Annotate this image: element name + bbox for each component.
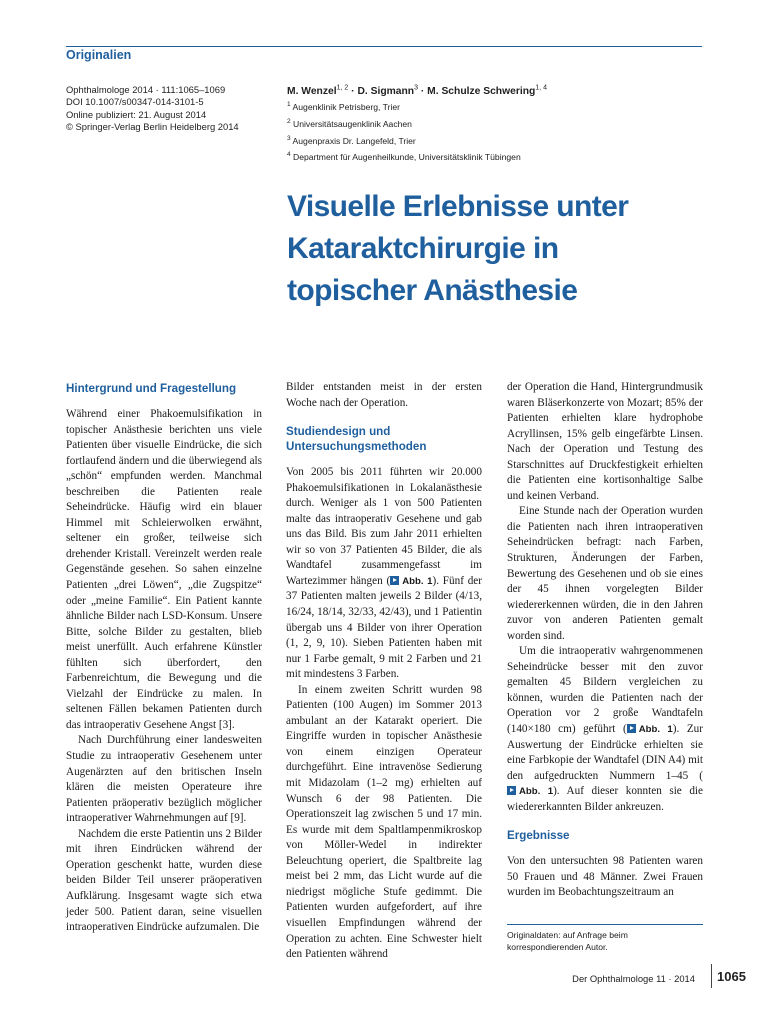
section-heading-background: Hintergrund und Fragestellung <box>66 382 237 395</box>
section-heading-results: Ergebnisse <box>507 829 570 843</box>
figure-link-icon <box>507 786 516 795</box>
paragraph: Bilder entstanden meist in der ersten Woche nach der Operation. <box>286 381 482 409</box>
footnote: Originaldaten: auf Anfrage beim korrespondierenden Autor. <box>507 930 628 952</box>
doi[interactable]: DOI 10.1007/s00347-014-3101-5 <box>66 96 204 108</box>
article-meta <box>66 84 239 134</box>
author-separator: · <box>417 86 428 97</box>
journal-citation: Ophthalmologe 2014 · 111:1065–1069 <box>66 84 226 95</box>
text-column-1 <box>66 380 262 936</box>
footer-journal: Der Ophthalmologe 11 · 2014 <box>572 973 695 984</box>
affiliation: $^2$ Universitätsaugenklinik Aachen <box>287 118 412 129</box>
paragraph: der Operation die Hand, Hintergrundmusik waren Bläserkonzerte von Mozart; 85% der Patienten erhielten klare hydrophobe Acryllinsen, 15% gelb eingefärbte Linsen. Nach der Operation und Testung des Starschnittes auf Druckfestigkeit erhielten die Patienten eine kortisonhaltige Salbe und keinen Verband. <box>507 381 703 502</box>
affiliation: $^3$ Augenpraxis Dr. Langefeld, Trier <box>287 135 416 146</box>
author-affiliation-ref: 1, 2 <box>336 84 349 92</box>
section-label: Originalien <box>66 48 132 62</box>
affiliation: $^4$ Department für Augenheilkunde, Universitätsklinik Tübingen <box>287 151 521 162</box>
figure-reference[interactable]: Abb. 1 <box>507 786 553 797</box>
affiliation: $^1$ Augenklinik Petrisberg, Trier <box>287 101 401 112</box>
section-heading-methods: Studiendesign und Untersuchungsmethoden <box>286 425 427 454</box>
text-column-3 <box>507 380 703 901</box>
author-list <box>287 86 547 97</box>
article-title <box>287 186 717 312</box>
page-number: 1065 <box>717 969 746 984</box>
figure-link-icon <box>390 576 399 585</box>
title-line: topischer Anästhesie <box>287 274 578 307</box>
paragraph: Um die intraoperativ wahrgenommenen Seheindrücke besser mit den zuvor gemalten 45 Bildern vergleichen zu können, wurden die Patienten nach der Operation vor 2 große Wandtafeln (140×180 cm) geführt ( Abb. 1). Zur Auswertung der Eindrücke erhielten sie eine Farbkopie der Wandtafel (DIN A4) mit den aufgedruckten Nummern 1–45 (Abb. 1). Auf dieser konnten sie die wiedererkannten Bilder ankreuzen. <box>507 645 703 813</box>
title-line: Visuelle Erlebnisse unter <box>287 190 629 223</box>
paragraph: Von 2005 bis 2011 führten wir 20.000 Phakoemulsifikationen in Lokalanästhesie durch. Weniger als 1 von 500 Patienten malte das intraoperativ Gesehene und gab uns das Bild. Bis zum Jahr 2011 erhielten wir so von 37 Patienten 45 Bilder, die als Wandtafel zusammengefasst im Wartezimmer hängen ( Abb. 1). Fünf der 37 Patienten malten jeweils 2 Bilder (4/13, 16/24, 18/14, 32/33, 42/43), und 1 Patientin übergab uns 4 Bilder von ihrer Operation (1, 2, 9, 10). Sieben Patienten haben mit nur 1 Farbe gemalt, 9 mit 2 Farben und 21 mit mindestens 3 Farben. <box>286 466 482 681</box>
paragraph: Von den untersuchten 98 Patienten waren 50 Frauen und 48 Männer. Zwei Frauen wurden im Beobachtungszeitraum an <box>507 855 703 899</box>
author-affiliation-ref: 3 <box>414 84 418 92</box>
author-separator: · <box>348 86 358 97</box>
header-rule <box>66 46 702 47</box>
title-line: Kataraktchirurgie in <box>287 232 559 265</box>
paragraph: Eine Stunde nach der Operation wurden die Patienten nach ihren intraoperativen Seheindrücken befragt: nach Farben, Strukturen, Änderungen der Farben, Bewertung des Gesehenen und ob sie eines der 45 ihnen vorgelegten Bilder wiedererkennen würden, die in den Jahren zuvor von anderen Patienten gemalt worden sind. <box>507 505 703 642</box>
paragraph: Während einer Phakoemulsifikation in topischer Anästhesie berichten uns viele Patienten über visuelle Eindrücke, die sich fortlaufend ändern und die überwiegend als „schön“ empfunden werden. Manchmal beschreiben die Patienten reale Seheindrücke. Häufig wird ein blauer Himmel mit Schleierwolken erwähnt, seltener ein großer, teilweise sich drehender Kristall. Vereinzelt werden reale Gegenstände gesehen. So sahen einzelne Patienten „drei Löwen“, „die Zugspitze“ oder „meine Familie“. Ein Patient kannte ähnliche Bilder nach LSD-Konsum. Unsere Bitte, solche Bilder zu gestalten, blieb meist unerfüllt. Auch erfahrene Künstler fühlten sich überfordert, den Farbenreichtum, die Bewegung und die Vielzahl der Eindrücke zu malen. In seltenen Fällen bekamen Patienten durch das intraoperativ Gesehene Angst [3]. <box>66 408 262 731</box>
author-name: M. Schulze Schwering <box>427 86 536 97</box>
author-name: M. Wenzel <box>287 86 337 97</box>
footnote-rule <box>507 924 703 925</box>
paragraph: In einem zweiten Schritt wurden 98 Patienten (100 Augen) im Sommer 2013 ambulant an der Katarakt operiert. Die Eingriffe wurden in topischer Anästhesie von einem einzigen Operateur durchgeführt. Eine intravenöse Sedierung mit Midazolam (1–2 mg) erhielten auf Wunsch 6 der 98 Patienten. Die Operationszeit lag zwischen 5 und 17 min. Es wurde mit dem Spaltlampenmikroskop von Möller-Wedel in indirekter Beleuchtung operiert, die Spaltbreite lag meist bei 2 mm, das Licht wurde auf die niedrigst mögliche Stufe gedimmt. Die Patienten wurden aufgefordert, auf ihre visuellen Empfindungen während der Operation zu achten. Eine Schwester hielt den Patienten während <box>286 683 482 961</box>
author-name: D. Sigmann <box>357 86 415 97</box>
paragraph: Nach Durchführung einer landesweiten Studie zu intraoperativ Gesehenem unter Augenärzten auf den britischen Inseln klären die meisten Operateure ihre Patienten präoperativ bezüglich möglicher intraoperativer Wahrnehmungen auf [9]. <box>66 734 262 825</box>
figure-reference[interactable]: Abb. 1 <box>627 724 673 735</box>
paragraph: Nachdem die erste Patientin uns 2 Bilder mit ihren Eindrücken während der Operation geschenkt hatte, wurden diese beiden Bilder Teil unserer präoperativen Aufklärung. Insgesamt wagte sich etwa jeder 500. Patient daran, seine visuellen intraoperativen Eindrücke aufzumalen. Die <box>66 827 262 934</box>
figure-reference[interactable]: Abb. 1 <box>390 576 432 587</box>
text-column-2 <box>286 380 482 963</box>
copyright: © Springer-Verlag Berlin Heidelberg 2014 <box>66 121 239 133</box>
figure-link-icon <box>627 724 636 733</box>
footer-divider <box>711 964 712 988</box>
author-affiliation-ref: 1, 4 <box>535 84 547 92</box>
publication-date: Online publiziert: 21. August 2014 <box>66 108 207 120</box>
